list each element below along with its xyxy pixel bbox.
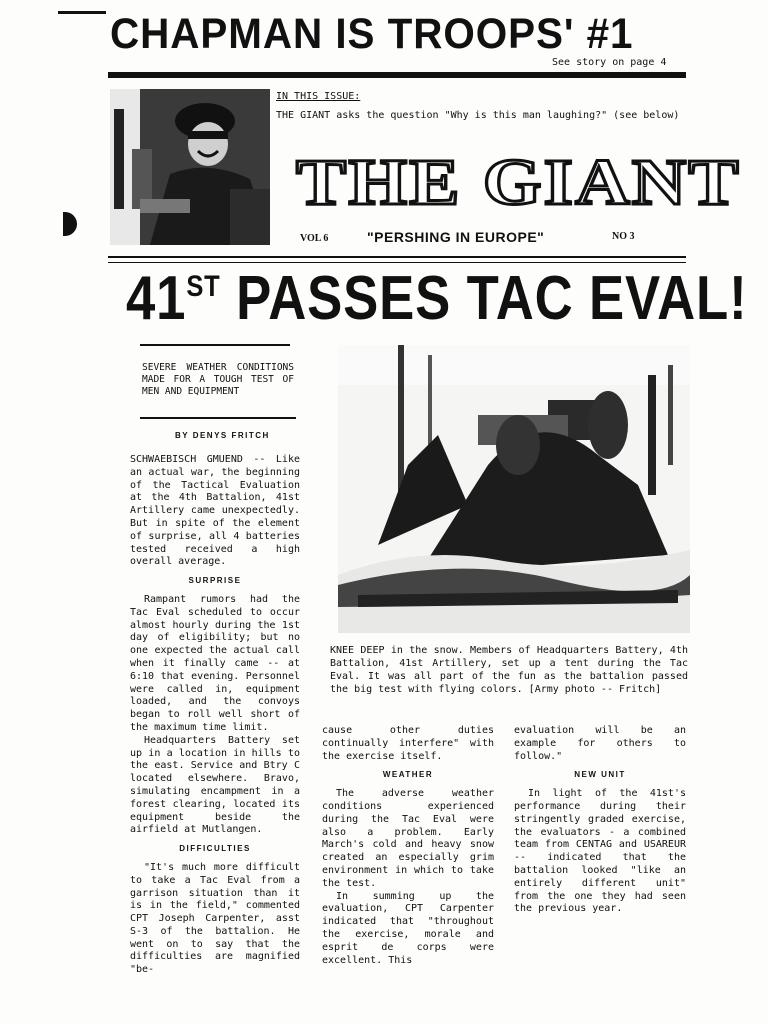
byline: BY DENYS FRITCH: [175, 431, 270, 440]
article-column-3: [514, 725, 686, 916]
section-heading-difficulties: DIFFICULTIES: [179, 844, 251, 854]
subhead-bottom-rule: [140, 417, 296, 419]
article-paragraph: In summing up the evaluation, CPT Carpenter indicated that "throughout the exercise, morale and esprit de corps were excellent. This: [322, 890, 494, 966]
photo-caption: KNEE DEEP in the snow. Members of Headquarters Battery, 4th Battalion, 41st Artillery, set up a tent during the Tac Eval. It was all part of the fun as the battalion passed the big test with flying colors. [Army photo -- Fritch]: [330, 645, 688, 695]
laughing-man-photo: [110, 89, 270, 245]
issue-number: NO 3: [612, 231, 635, 242]
main-headline-text: PASSES TAC EVAL!: [220, 264, 748, 333]
article-paragraph: The adverse weather conditions experienced during the Tac Eval were also a problem. Early March's cold and heavy snow created an especially grim environment in which to take the test.: [322, 788, 494, 889]
article-paragraph: "It's much more difficult to take a Tac Eval from a garrison situation than it is in the field," commented CPT Joseph Carpenter, asst S-3 of the battalion. He went on to say that the difficulties are magnified "be-: [130, 861, 300, 976]
article-paragraph: SCHWAEBISCH GMUEND -- Like an actual war, the beginning of the Tactical Evaluation at the 4th Battalion, 41st Artillery came unexpectedly. But in spite of the element of surprise, all 4 batteries tested received a high overall average.: [130, 454, 300, 568]
header-rule: [108, 72, 686, 78]
punch-hole-mark: [63, 212, 77, 236]
in-this-issue-text: THE GIANT asks the question "Why is this man laughing?" (see below): [276, 110, 680, 121]
masthead-rule-thin: [108, 262, 686, 263]
top-dash: [58, 11, 106, 14]
article-paragraph: Rampant rumors had the Tac Eval scheduled to occur almost hourly during the 1st day of eligibility; but no one expected the actual call when it finally came -- at 6:10 that evening. Personnel were called in, equipment loaded, and the convoys began to roll well short of the maximum time limit.: [130, 593, 300, 733]
masthead-rule: [108, 256, 686, 258]
snow-tent-photo: [338, 345, 690, 633]
section-heading-weather: WEATHER: [382, 770, 434, 780]
main-headline-number: 41: [126, 264, 187, 333]
article-paragraph: cause other duties continually interfere" with the exercise itself.: [322, 725, 494, 762]
subheadline: SEVERE WEATHER CONDITIONS MADE FOR A TOUGH TEST OF MEN AND EQUIPMENT: [142, 362, 294, 397]
article-paragraph: evaluation will be an example for others to follow.": [514, 725, 686, 762]
main-headline: [126, 264, 748, 333]
section-heading-surprise: SURPRISE: [188, 576, 242, 586]
top-headline: CHAPMAN IS TROOPS' #1: [110, 10, 634, 58]
article-paragraph: Headquarters Battery set up in a location in hills to the east. Service and Btry C located elsewhere. Bravo, simulating encampment in a forest clearing, located its equipment beside the airfield at Mutlangen.: [130, 734, 300, 836]
main-headline-suffix: ST: [186, 270, 221, 303]
section-heading-new-unit: NEW UNIT: [574, 770, 626, 780]
masthead-motto: "PERSHING IN EUROPE": [367, 229, 545, 245]
volume-label: VOL 6: [300, 233, 329, 244]
article-column-1: [130, 454, 300, 977]
article-column-2: [322, 725, 494, 967]
masthead-title: THE GIANT: [296, 146, 741, 219]
see-story-note: See story on page 4: [552, 57, 667, 68]
subhead-top-rule: [140, 344, 290, 346]
in-this-issue-label: IN THIS ISSUE:: [276, 91, 361, 102]
article-paragraph: In light of the 41st's performance during their stringently graded exercise, the evaluators - a combined team from CENTAG and USAREUR -- indicated that the battalion looked "like an entirely different unit" from the one they had seen the previous year.: [514, 788, 686, 915]
